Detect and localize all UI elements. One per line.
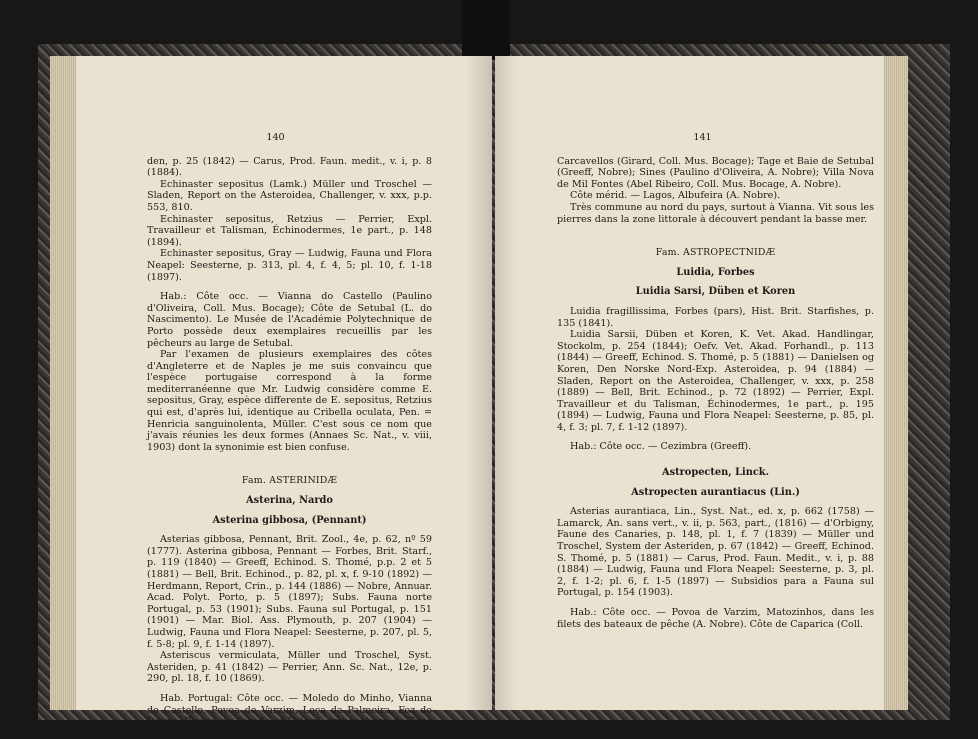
family-heading: Fam. ASTERINIDÆ	[241, 475, 338, 487]
species-heading: Asterina gibbosa, (Pennant)	[212, 514, 367, 526]
paragraph: den, p. 25 (1842) — Carus, Prod. Faun. medit., v. i, p. 8 (1884).	[147, 155, 432, 179]
family-heading: Fam. ASTROPECTNIDÆ	[655, 247, 776, 259]
paragraph: Hab. Portugal: Côte occ. — Moledo do Minho, Vianna do Castello, Povoa de Varzim, Leça da Palmeira, Foz do Douro, Plages de Parede et Estoril, embouchure du Tage (A. Nobre);	[147, 692, 432, 739]
paragraph: Asterias gibbosa, Pennant, Brit. Zool., 4e, p. 62, nº 59 (1777). Asterina gibbosa, Pennant — Forbes, Brit. Starf., p. 119 (1840) — Greeff, Echinod. S. Thomé, p.p. 2 et 5 (1881) — Bell, Brit. Echinod., p. 82, pl. x, f. 9-10 (1892) — Herdmann, Report, Crin., p. 144 (1886) — Nobre, Annuar. Acad. Polyt. Porto, p. 5 (1897); Subs. Fauna norte Portugal, p. 53 (1901); Subs. Fauna sul Portugal, p. 151 (1901) — Mar. Biol. Ass. Plymouth, p. 207 (1904) — Ludwig, Fauna und Flora Neapel: Seesterne, p. 207, pl. 5, f. 5-8; pl. 9, f. 1-14 (1897).	[147, 534, 432, 650]
paragraph: Hab.: Côte occ. — Vianna do Castello (Paulino d'Oliveira, Coll. Mus. Bocage); Côte de Setubal (L. do Nascimento). Le Musée de l'Académie Polytechnique de Porto possède deux exemplaires recueillis par les pêcheurs au large de Setubal.	[147, 291, 432, 349]
species-heading: Astropecten aurantiacus (Lin.)	[631, 486, 800, 498]
paragraph: Carcavellos (Girard, Coll. Mus. Bocage); Tage et Baie de Setubal (Greeff, Nobre); Sines (Paulino d'Oliveira, A. Nobre); Villa Nova de Mil Fontes (Abel Ribeiro, Coll. Mus. Bocage, A. Nobre).	[557, 155, 874, 190]
genus-heading: Astropecten, Linck.	[662, 467, 769, 479]
paragraph: Asteriscus vermiculata, Müller und Troschel, Syst. Asteriden, p. 41 (1842) — Perrier, Ann. Sc. Nat., 12e, p. 290, pl. 18, f. 10 (1869).	[147, 650, 432, 685]
paragraph: Hab.: Côte occ. — Povoa de Varzim, Matozinhos, dans les filets des bateaux de pêche (A. Nobre). Côte de Caparica (Coll.	[557, 607, 874, 630]
paragraph: Echinaster sepositus, Retzius — Perrier, Expl. Travailleur et Talisman, Échinodermes, 1e part., p. 148 (1894).	[147, 213, 432, 248]
genus-heading: Asterina, Nardo	[246, 495, 333, 507]
left-page	[50, 56, 492, 739]
book-spine-gap	[462, 0, 510, 60]
paragraph: Luidia fragillissima, Forbes (pars), Hist. Brit. Starfishes, p. 135 (1841).	[557, 305, 874, 329]
paragraph: Asterias aurantiaca, Lin., Syst. Nat., ed. x, p. 662 (1758) — Lamarck, An. sans vert., v. ii, p. 563, part., (1816) — d'Orbigny, Faune des Canaries, p. 148, pl. 1, f. 7 (1839) — Müller und Troschel, System der Asteriden, p. 67 (1842) — Greeff, Echinod. S. Thomé, p. 5 (1881) — Carus, Prod. Faun. Medit., v. i, p. 88 (1884) — Ludwig, Fauna und Flora Neapel: Seesterne, p. 3, pl. 2, f. 1-2; pl. 6, f. 1-5 (1897) — Subsidios para a Fauna sul Portugal, p. 154 (1903).	[557, 506, 874, 599]
paragraph: Côte mérid. — Lagos, Albufeira (A. Nobre).	[570, 190, 781, 202]
page-number: 141	[693, 132, 712, 143]
paragraph: Hab.: Côte occ. — Cezimbra (Greeff).	[570, 441, 752, 453]
paragraph: Echinaster sepositus (Lamk.) Müller und Troschel — Sladen, Report on the Asteroidea, Challenger, v. xxx, p.p. 553, 810.	[147, 178, 432, 213]
genus-heading: Luidia, Forbes	[676, 266, 755, 278]
paragraph: Echinaster sepositus, Gray — Ludwig, Fauna und Flora Neapel: Seesterne, p. 313, pl. 4, f. 4, 5; pl. 10, f. 1-18 (1897).	[147, 248, 432, 283]
species-heading: Luidia Sarsi, Düben et Koren	[635, 286, 796, 298]
paragraph: Par l'examen de plusieurs exemplaires des côtes d'Angleterre et de Naples je me suis convaincu que l'espèce portugaise correspond à la forme mediterranéenne que Mr. Ludwig considère comme E. sepositus, Gray, espèce differente de E. sepositus, Retzius qui est, d'après lui, identique au Cribella oculata, Pen. = Henricia sanguinolenta, Müller. C'est sous ce nom que j'avais réunies les deux formes (Annaes Sc. Nat., v. viii, 1903) dont la synonimie est bien confuse.	[147, 349, 432, 453]
right-page	[495, 56, 908, 710]
paragraph: Luidia Sarsii, Düben et Koren, K. Vet. Akad. Handlingar, Stockolm, p. 254 (1844); Oefv. Vet. Akad. Forhandl., p. 113 (1844) — Greeff, Echinod. S. Thomé, p. 5 (1881) — Danielsen og Koren, Den Norske Nord-Exp. Asteroidea, p. 94 (1884) — Sladen, Report on the Asteroidea, Challenger, v. xxx, p. 258 (1889) — Bell, Brit. Echinod., p. 72 (1892) — Perrier, Expl. Travailleur et du Talisman, Échinodermes, 1e part., p. 195 (1894) — Ludwig, Fauna und Flora Neapel: Seesterne, p. 85, pl. 4, f. 3; pl. 7, f. 1-12 (1897).	[557, 329, 874, 433]
page-number: 140	[266, 132, 285, 143]
paragraph: Très commune au nord du pays, surtout à Vianna. Vit sous les pierres dans la zone littorale à découvert pendant la basse mer.	[557, 201, 874, 225]
